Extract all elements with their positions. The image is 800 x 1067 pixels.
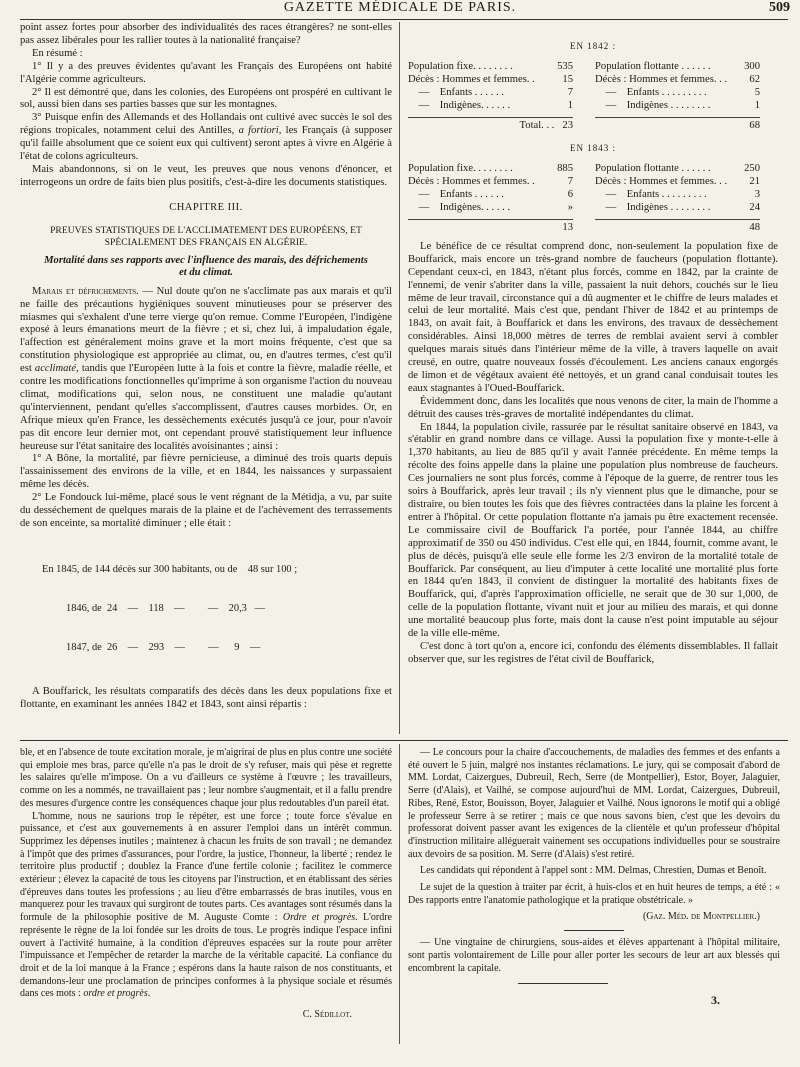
paragraph: 1° Il y a des preuves évidentes qu'avant les Français des Européens ont habité l'Algérie comme agriculteurs.: [20, 60, 392, 85]
row-value: 1: [754, 99, 760, 111]
table-row: [408, 202, 573, 215]
table-row: [595, 202, 760, 215]
row-value: 15: [562, 73, 573, 85]
table-1842: [408, 61, 778, 113]
row-value: 3: [754, 189, 760, 201]
text-run: L'homme, nous ne saurions trop le répéter, est une force ; toute force s'évalue en puissance, et c'est aux gouvernements à en assurer l'emploi dans un intérêt commun. Supprimez les dépenses inutiles ; maintenez à chacun les fruits de son travail ; ne demandez à l'impôt que des primes d'assurances, pour l'ordre, la justice, l'honneur, la liberté ; rendez le territoire plus productif ; doublez la France d'une fertile colonie ; facilitez le commerce extérieur ; élevez la capacité de tous les citoyens par l'instruction, et en établissant des séries d'épreuves dans toutes les professions ; au lieu d'être embarrassés de bras inutiles, vous en manquerez pour les travaux qui surgiront de toutes parts. Ces avantages sont résumés dans la formule de la philosophie positive de M. Auguste Comte :: [20, 810, 392, 924]
italic-text: ordre et progrès: [83, 988, 148, 1000]
paragraph: — Le concours pour la chaire d'accouchements, de maladies des femmes et des enfants a été ouvert le 5 juin, malgré nos instantes réclamations. Le jury, qui se composait d'abord de MM. Lordat, Caizergues, Dubreuil, Rech, Serre (de Montpellier), Estor, Boyer, Jalaguier, Serre (d'Alais), et Vailhé, se compose aujourd'hui de MM. Lordat, Caizergues, Dubreuil, Ribes, René, Estor, Bouisson, Boyer, Jalaguier et Vailhé. Nous ignorons le motif qui a obligé le professeur Serre à se retirer ; mais ce que nous savons bien, c'est que les devoirs du professorat doivent passer avant les exigences de la clientèle et qu'un professeur d'hôpital d'instruction militaire alléguerait vainement ses occupations individuelles pour se soustraire aux devoirs de sa position. M. Serre (d'Alais) s'est retiré.: [408, 747, 780, 860]
row-value: 62: [749, 73, 760, 85]
left-column: [20, 22, 392, 712]
row-label: — Enfants . . . . . . . . .: [595, 189, 707, 201]
row-label: — Indigènes . . . . . . . .: [595, 99, 711, 111]
section-heading: PREUVES STATISTIQUES DE L'ACCLIMATEMENT DES EUROPÉENS, ET SPÉCIALEMENT DES FRANÇAIS EN ALGÉRIE.: [50, 224, 362, 248]
row-label: — Indigènes. . . . . .: [408, 99, 511, 111]
year-label: EN 1842 :: [570, 41, 616, 51]
row-value: 7: [567, 86, 573, 98]
text-run: — Nul doute qu'on ne s'acclimate pas aux marais et qu'il ne faille des précautions hygiéniques souvent minutieuses pour se préserver des miasmes qui s'exhalent d'une terre vierge qu'on remue. Comme l'Européen, l'indigène exposé à leurs émanations meurt de la fièvre ; et si, chez lui, à impaludation égale, l'affection est généralement moins grave et la mort moins fréquente, c'est que sa constitution physiologique est appropriée au climat, ou, en d'autres termes, c'est qu'il est: [20, 285, 392, 375]
total-left: [408, 117, 573, 133]
table-left-half: [408, 61, 573, 113]
paragraph: En résumé :: [32, 47, 83, 59]
table-row: [595, 61, 760, 74]
stats-row: 1846, de 24 — 118 — — 20,3 —: [66, 602, 266, 614]
paragraph: 2° Le Fondouck lui-même, placé sous le vent régnant de la Métidja, a vu, par suite du desséchement de quelques marais de la plaine et de l'achèvement des terrassements de son enceinte, sa mortalité diminuer ; elle était :: [20, 492, 392, 529]
paragraph: En 1844, la population civile, rassurée par le résultat sanitaire observé en 1843, va s'établir en grand nombre dans ce village. Aussi la population fixe y monte-t-elle à 1,370 habitants, au lieu de 885 qu'il y avait l'année précédente. En même temps la récolte des foins appelle dans la plaine une population plus nombreuse de faucheurs. Ces journaliers ne sont plus forcés, comme à l'époque de la guerre, de rentrer tous les soirs à Bouffarick, après leur travail ; ils n'y viennent plus que le dimanche, pour se distraire, ou bien toutes les fois que des fièvres contractées dans la plaine les forcent à entrer à l'hôpital. Or cette population flottante n'a jamais pu être exactement recensée. Le commissaire civil de Bouffarick l'a portée, pour l'année 1844, au chiffre approximatif de 350 ou 450 individus. C'est elle qui, en 1844, fournit, comme avant, le plus de décès, puisqu'à elle seule elle forme les 2/3 environ de la mortalité totale de Bouffarick. Par conséquent, au lieu d'imputer à cette localité une mortalité plus forte en 1844 qu'en 1843, il convient de distinguer la mortalité des habitants fixes de Bouffarick, qui, d'après l'approximation officielle, ne serait que de 30 sur 1,000, de celle de la population flottante, vivant nuit et jour au milieu des marais, et qui donne une mortalité beaucoup plus forte, mais dont la cause n'est point imputable au séjour de la ville elle-même.: [408, 421, 778, 640]
paragraph: 2° Il est démontré que, dans les colonies, des Européens ont prospéré en cultivant le sol, aussi bien dans ses parties basses que sur les montagnes.: [20, 86, 392, 111]
row-value: 300: [744, 60, 760, 72]
row-value: 250: [744, 163, 760, 175]
paragraph: point assez fortes pour absorber des individualités des races étrangères? ne sont-elles pas assez libérales pour les rallier toutes à la nationalité française?: [20, 22, 392, 46]
page-header: [0, 0, 800, 18]
lead-in: Marais et défrichements.: [32, 285, 139, 297]
chapter-title: CHAPITRE III.: [169, 201, 243, 213]
italic-text: acclimaté: [34, 363, 77, 375]
row-label: Décès : Hommes et femmes. . .: [595, 176, 728, 188]
paragraph: A Bouffarick, les résultats comparatifs des décès dans les deux populations fixe et flottante, en examinant les années 1842 et 1843, sont ainsi répartis :: [20, 685, 392, 710]
stats-row: En 1845, de 144 décès sur 300 habitants, ou de 48 sur 100 ;: [42, 563, 298, 575]
paragraph: Mais abandonnons, si on le veut, les preuves que nous venons d'énoncer, et interrogeons un ordre de faits bien plus positifs, c'est-à-dire les documents statistiques.: [20, 163, 392, 188]
stats-table: [42, 537, 392, 680]
row-label: — Enfants . . . . . .: [408, 189, 504, 201]
paragraph: — Une vingtaine de chirurgiens, sous-aides et élèves appartenant à l'hôpital militaire, sont partis volontairement de Lille pour aller porter les secours de leur art aux blessés qui encombrent la capitale.: [408, 937, 780, 974]
feuilleton-rule: [20, 740, 788, 741]
bottom-column-divider: [399, 744, 400, 1044]
row-value: 885: [557, 163, 573, 175]
table-left-half: [408, 163, 573, 215]
italic-text: Ordre et progrès: [282, 912, 356, 924]
paragraph: Le bénéfice de ce résultat comprend donc, non-seulement la population fixe de Bouffarick, mais encore un très-grand nombre de faucheurs (population flottante). Cependant ceux-ci, en 1843, n'étant plus forcés, comme en 1842, par la crainte de l'ennemi, de venir s'abriter dans la ville, passaient la nuit dehors, couchés sur le lieu même de leur travail, circonstance qui a dû augmenter et le chiffre de leurs malades et celui de leur mortalité. Mais c'est que, pendant l'hiver de 1842 et au printemps de 1843, on avait fait, à Bouffarick et dans les environs, des travaux de dessèchement considérables. Ainsi 18,000 mètres de terres de remblai avaient servi à combler quelques marais situés dans l'intérieur même de la ville, à travers laquelle on avait creusé, en outre, quatre nouveaux fossés d'écoulement. Les anciens canaux engorgés de limon et de végétaux avaient été nettoyés, et un grand canal conduisait toutes les eaux stagnantes à l'Oued-Bouffarick.: [408, 240, 778, 394]
row-value: 7: [567, 176, 573, 188]
stats-row: 1847, de 26 — 293 — — 9 —: [66, 641, 261, 653]
row-label: — Indigènes . . . . . . . .: [595, 202, 711, 214]
row-label: — Enfants . . . . . . . . .: [595, 86, 707, 98]
divider: [518, 983, 608, 984]
text-run: , tandis que l'Européen lutte à la fois et contre la fièvre, maladie réelle, et contre les modifications fonctionnelles qu'imprime à son organisme l'action du nouveau climat, modifications qui, selon nous, ne constituent une maladie qu'autant qu'interviennent, pendant qu'elles s'accomplissent, d'autres causes morbides. Or, en Afrique mieux qu'en France, les dessèchements exécutés jusqu'à ce jour, pour n'avoir pas dit encore leur dernier mot, ont cependant prouvé statistiquement leur influence heureuse sur l'état sanitaire des localités avoisinantes ; ainsi :: [20, 363, 392, 452]
row-label: Décès : Hommes et femmes. .: [408, 73, 535, 85]
row-value: 21: [749, 176, 760, 188]
row-value: 535: [557, 60, 573, 72]
paragraph: [20, 811, 392, 1002]
table-right-half: [595, 163, 760, 215]
table-row: [408, 74, 573, 87]
paragraph: 1° A Bône, la mortalité, par fièvre pernicieuse, a diminué des trois quarts depuis l'assainissement des environs de la ville, et en 1844, les naissances y surpassaient même les décès.: [20, 453, 392, 491]
source-citation: (Gaz. Méd. de Montpellier.): [642, 911, 760, 923]
paragraph: Le sujet de la question à traiter par écrit, à huis-clos et en huit heures de temps, a été : « Des rapports entre l'anatomie pathologique et la pratique obstétricale. »: [408, 882, 780, 906]
text-run: , les Français (à supposer qu'il faille absolument que ce soient eux qui cultivent) seront aptes à vivre en Algérie à l'état de colons agriculteurs.: [20, 125, 392, 163]
row-value: 6: [567, 189, 573, 201]
row-label: — Indigènes. . . . . .: [408, 202, 511, 214]
row-value: 1: [567, 99, 573, 111]
total-left: 13: [408, 219, 573, 235]
table-row: [595, 163, 760, 176]
table-row: [595, 74, 760, 87]
table-right-half: [595, 61, 760, 113]
year-label: EN 1843 :: [570, 143, 616, 154]
row-label: Décès : Hommes et femmes. . .: [595, 73, 728, 85]
row-label: Population fixe. . . . . . . .: [408, 60, 513, 72]
divider: [564, 930, 624, 931]
text-run: .: [147, 988, 151, 1000]
bottom-right-column: [408, 747, 780, 1007]
bottom-left-column: [20, 747, 392, 1022]
row-label: — Enfants . . . . . .: [408, 86, 504, 98]
total-value: 23: [562, 119, 573, 131]
table-1843: [408, 163, 778, 215]
italic-text: a fortiori: [238, 125, 279, 137]
text-run: . L'ordre représente le règne de la loi fondée sur les droits de tous. Le progrès indique l'espace infini ouvert à l'activité humaine, à la condition d'épreuves espacées sur la route pour arrêter l'impuissance et l'empêcher de retarder la marche de la véritable capacité. La confiance du droit et de la loi manque à la France ; espérons dans la haute raison de nos constituants, et demandons-leur une proclamation de principes conformes à la physique sociale et résumés dans ces mots :: [20, 912, 392, 1000]
paragraph: Évidemment donc, dans les localités que nous venons de citer, la main de l'homme a détruit des causes très-graves de mortalité indépendantes du climat.: [408, 395, 778, 420]
sheet-number: 3.: [711, 993, 720, 1008]
paragraph: Les candidats qui répondent à l'appel sont : MM. Delmas, Chrestien, Dumas et Benoît.: [420, 865, 767, 877]
table-total-row: [408, 117, 778, 133]
table-row: [408, 163, 573, 176]
table-row: [408, 61, 573, 74]
row-label: Population flottante . . . . . .: [595, 163, 711, 175]
row-value: »: [567, 202, 573, 214]
total-right: 48: [595, 219, 760, 235]
paragraph: [20, 286, 392, 454]
total-right: 68: [595, 117, 760, 133]
table-row: [595, 176, 760, 189]
row-value: 5: [754, 86, 760, 98]
right-column: [408, 40, 778, 667]
table-row: [408, 100, 573, 113]
total-label: Total. . .: [519, 119, 555, 131]
paragraph: ble, et en l'absence de toute excitation morale, je m'aigrirai de plus en plus contre une société qui emploie mes bras, parce qu'elle n'a pas le droit de s'y refuser, mais qui pèse et regrette les salaires qu'elle m'impose. On a vu d'ailleurs ce système à l'œuvre ; les travailleurs, comme on les a nommés, ne travaillaient pas ; leur nombre s'augmentait, et il a fallu prendre des mesures d'urgence contre les conséquences chaque jour plus redoutables d'un pareil état.: [20, 747, 392, 809]
column-divider: [399, 22, 400, 734]
paragraph: [20, 112, 392, 164]
paragraph: C'est donc à tort qu'on a, encore ici, confondu des éléments dissemblables. Il fallait observer que, sur les registres de l'état civil de Bouffarick,: [408, 640, 778, 665]
table-row: [595, 100, 760, 113]
section-subheading: Mortalité dans ses rapports avec l'influence des marais, des défrichements et du climat.: [44, 254, 368, 279]
page-number: 509: [769, 0, 790, 15]
header-rule: [20, 19, 788, 20]
signature: C. Sédillot.: [302, 1009, 352, 1021]
table-row: [408, 87, 573, 100]
table-row: [408, 189, 573, 202]
table-row: [408, 176, 573, 189]
text-run: 3° Puisque enfin des Allemands et des Hollandais ont cultivé avec succès le sol des régions tropicales, notamment celui des Antilles,: [20, 112, 392, 137]
journal-title: GAZETTE MÉDICALE DE PARIS.: [283, 0, 517, 15]
table-row: [595, 189, 760, 202]
table-row: [595, 87, 760, 100]
row-label: Décès : Hommes et femmes. .: [408, 176, 535, 188]
row-label: Population flottante . . . . . .: [595, 60, 711, 72]
row-label: Population fixe. . . . . . . .: [408, 163, 513, 175]
row-value: 24: [749, 202, 760, 214]
table-total-row: [408, 219, 778, 235]
